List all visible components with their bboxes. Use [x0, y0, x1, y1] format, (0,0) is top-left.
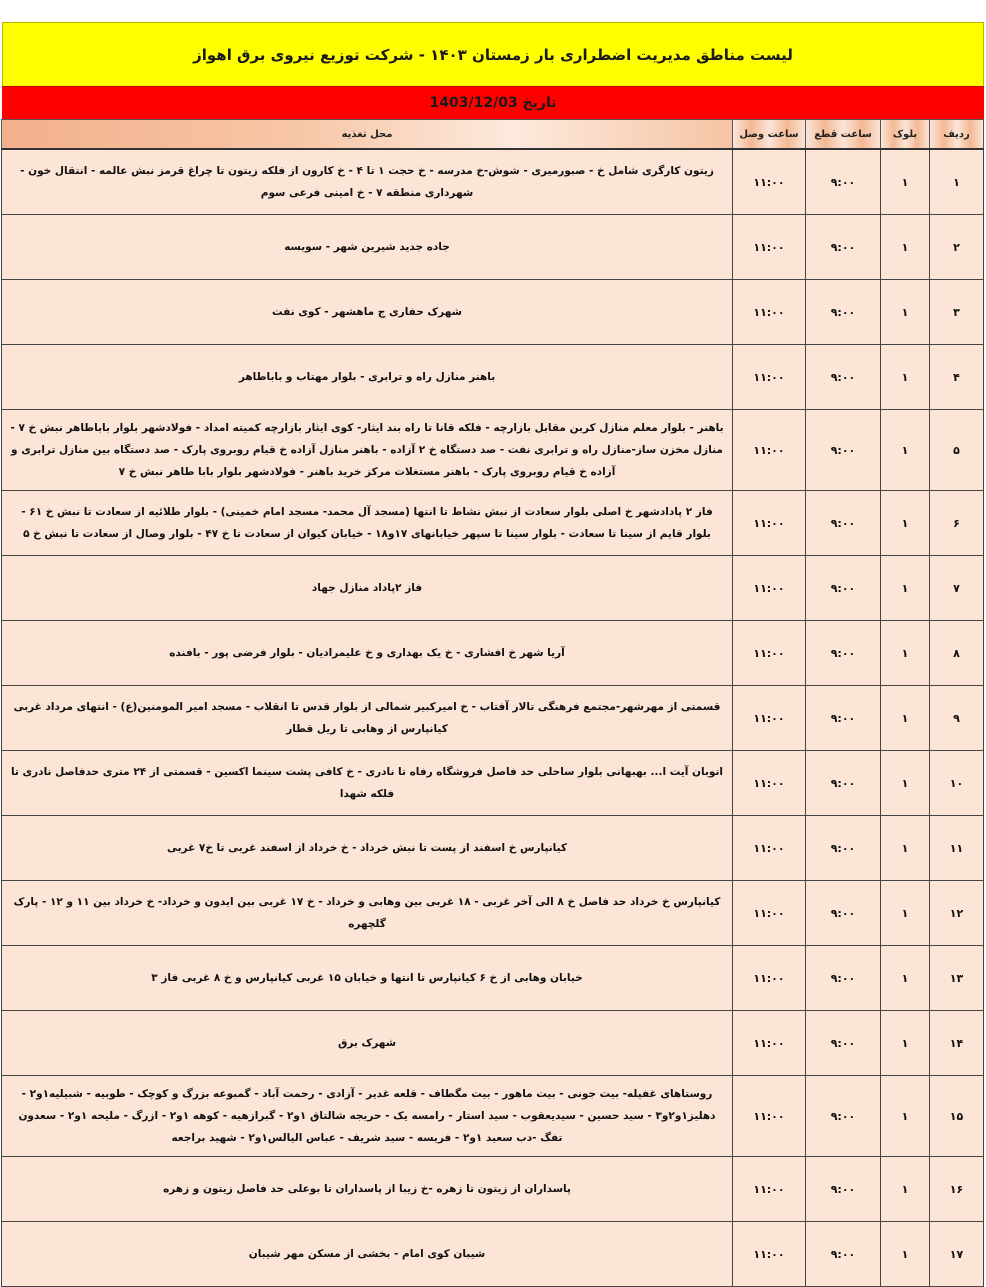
connect-time: ۱۱:۰۰: [733, 881, 806, 946]
row-number: ۸: [930, 621, 984, 686]
table-row: [2, 410, 984, 491]
table-row: [2, 345, 984, 410]
col-header-connect-time: ساعت وصل: [733, 120, 806, 150]
connect-time: ۱۱:۰۰: [733, 556, 806, 621]
connect-time: ۱۱:۰۰: [733, 280, 806, 345]
row-number: ۴: [930, 345, 984, 410]
block-number: ۱: [881, 686, 930, 751]
feed-location: روستاهای غفیله- بیت جونی - بیت ماهور - بیت مگطاف - قلعه غدیر - آزادی - رحمت آباد - گمبوعه بزرگ و کوچک - طوبیه - شبیلیه۱و۲ - دهلیز۱و۲و۳ - سید حسین - سیدیعقوب - سید استار - رامسه یک - حریجه شالتاق ۱و۲ - گبرازهیه - کوهه ۱و۲ - ازرگ - ملیحه ۱و۲ - سعدون تفگ -دب سعید ۱و۲ - فریسه - سید شریف - عباس الیالس۱و۲ - شهید براجعه: [2, 1076, 733, 1157]
block-number: ۱: [881, 491, 930, 556]
outage-schedule-sheet: [2, 22, 984, 1287]
block-number: ۱: [881, 751, 930, 816]
feed-location: شهرک برق: [2, 1011, 733, 1076]
connect-time: ۱۱:۰۰: [733, 149, 806, 215]
row-number: ۱۴: [930, 1011, 984, 1076]
connect-time: ۱۱:۰۰: [733, 1157, 806, 1222]
feed-location: کیانپارس خ خرداد حد فاصل خ ۸ الی آخر غربی - ۱۸ غربی بین وهابی و خرداد - خ ۱۷ غربی بین ایدون و خرداد- خ خرداد بین ۱۱ و ۱۲ - پارک گلچهره: [2, 881, 733, 946]
page-title: لیست مناطق مدیریت اضطراری بار زمستان ۱۴۰۳ - شرکت توزیع نیروی برق اهواز: [193, 45, 793, 64]
row-number: ۱۳: [930, 946, 984, 1011]
feed-location: فاز ۲پاداد منازل جهاد: [2, 556, 733, 621]
row-number: ۶: [930, 491, 984, 556]
connect-time: ۱۱:۰۰: [733, 751, 806, 816]
col-header-block: بلوک: [881, 120, 930, 150]
cut-time: ۹:۰۰: [806, 556, 881, 621]
table-header-row: [2, 120, 984, 150]
cut-time: ۹:۰۰: [806, 280, 881, 345]
feed-location: اتوبان آیت ا... بهبهانی بلوار ساحلی حد فاصل فروشگاه رفاه تا نادری - خ کافی پشت سینما اکسین - قسمتی از ۲۴ متری حدفاصل نادری تا فلکه شهدا: [2, 751, 733, 816]
cut-time: ۹:۰۰: [806, 946, 881, 1011]
row-number: ۲: [930, 215, 984, 280]
table-row: [2, 1157, 984, 1222]
block-number: ۱: [881, 1076, 930, 1157]
cut-time: ۹:۰۰: [806, 686, 881, 751]
feed-location: جاده جدید شیرین شهر - سویسه: [2, 215, 733, 280]
feed-location: باهنر - بلوار معلم منازل کربن مقابل بازارچه - فلکه قانا تا راه بند ایثار- کوی ایثار بازارچه کمیته امداد - فولادشهر بلوار باباطاهر نبش خ ۷ - منازل مخزن ساز-منازل راه و ترابری نفت - صد دستگاه خ ۲ آزاده - باهنر منازل آزاده خ قیام روبروی پارک - صد دستگاه بین منازل ترابری و آزاده خ قیام روبروی پارک - باهنر مستغلات مرکز خرید باهنر - فولادشهر بلوار بابا طاهر نبش خ ۷: [2, 410, 733, 491]
row-number: ۹: [930, 686, 984, 751]
cut-time: ۹:۰۰: [806, 215, 881, 280]
feed-location: شیبان کوی امام - بخشی از مسکن مهر شیبان: [2, 1222, 733, 1287]
title-banner: [2, 22, 984, 86]
feed-location: خیابان وهابی از خ ۶ کیانپارس تا انتها و خیابان ۱۵ غربی کیانپارس و خ ۸ غربی فاز ۳: [2, 946, 733, 1011]
table-row: [2, 946, 984, 1011]
table-row: [2, 816, 984, 881]
feed-location: فاز ۲ پادادشهر خ اصلی بلوار سعادت از نبش نشاط تا انتها (مسجد آل محمد- مسجد امام خمینی) - بلوار طلائیه از سعادت تا نبش خ ۶۱ - بلوار قایم از سینا تا سعادت - بلوار سینا تا سپهر خیابانهای ۱۷و۱۸ - خیابان کیوان از سعادت تا خ ۴۷ - بلوار وصال از سعادت تا نبش خ ۵: [2, 491, 733, 556]
table-row: [2, 215, 984, 280]
connect-time: ۱۱:۰۰: [733, 686, 806, 751]
cut-time: ۹:۰۰: [806, 149, 881, 215]
block-number: ۱: [881, 1222, 930, 1287]
block-number: ۱: [881, 556, 930, 621]
cut-time: ۹:۰۰: [806, 1222, 881, 1287]
connect-time: ۱۱:۰۰: [733, 215, 806, 280]
table-row: [2, 686, 984, 751]
block-number: ۱: [881, 946, 930, 1011]
outage-table: [1, 119, 984, 1287]
block-number: ۱: [881, 1011, 930, 1076]
cut-time: ۹:۰۰: [806, 621, 881, 686]
block-number: ۱: [881, 280, 930, 345]
cut-time: ۹:۰۰: [806, 1076, 881, 1157]
row-number: ۷: [930, 556, 984, 621]
block-number: ۱: [881, 149, 930, 215]
cut-time: ۹:۰۰: [806, 751, 881, 816]
connect-time: ۱۱:۰۰: [733, 621, 806, 686]
cut-time: ۹:۰۰: [806, 1157, 881, 1222]
cut-time: ۹:۰۰: [806, 816, 881, 881]
row-number: ۱۶: [930, 1157, 984, 1222]
block-number: ۱: [881, 215, 930, 280]
row-number: ۱: [930, 149, 984, 215]
row-number: ۱۲: [930, 881, 984, 946]
connect-time: ۱۱:۰۰: [733, 946, 806, 1011]
connect-time: ۱۱:۰۰: [733, 491, 806, 556]
feed-location: باهنر منازل راه و ترابری - بلوار مهتاب و باباطاهر: [2, 345, 733, 410]
block-number: ۱: [881, 621, 930, 686]
feed-location: پاسداران از زیتون تا زهره -خ زیبا از پاسداران تا بوعلی حد فاصل زیتون و زهره: [2, 1157, 733, 1222]
table-row: [2, 149, 984, 215]
block-number: ۱: [881, 1157, 930, 1222]
cut-time: ۹:۰۰: [806, 410, 881, 491]
block-number: ۱: [881, 410, 930, 491]
feed-location: زیتون کارگری شامل خ - صبورمیری - شوش-خ مدرسه - خ حجت ۱ تا ۴ - خ کارون از فلکه زیتون تا چراغ قرمز نبش عالمه - انتقال خون - شهرداری منطقه ۷ - خ امینی فرعی سوم: [2, 149, 733, 215]
col-header-row-no: ردیف: [930, 120, 984, 150]
table-row: [2, 491, 984, 556]
row-number: ۱۱: [930, 816, 984, 881]
date-bar: [2, 86, 984, 119]
block-number: ۱: [881, 816, 930, 881]
row-number: ۳: [930, 280, 984, 345]
connect-time: ۱۱:۰۰: [733, 1076, 806, 1157]
connect-time: ۱۱:۰۰: [733, 345, 806, 410]
table-row: [2, 280, 984, 345]
block-number: ۱: [881, 881, 930, 946]
feed-location: آریا شهر خ افشاری - خ یک بهداری و خ علیمرادیان - بلوار فرضی پور - بافنده: [2, 621, 733, 686]
table-row: [2, 751, 984, 816]
connect-time: ۱۱:۰۰: [733, 1011, 806, 1076]
table-row: [2, 1076, 984, 1157]
row-number: ۱۷: [930, 1222, 984, 1287]
connect-time: ۱۱:۰۰: [733, 410, 806, 491]
row-number: ۱۵: [930, 1076, 984, 1157]
col-header-location: محل تغذیه: [2, 120, 733, 150]
row-number: ۱۰: [930, 751, 984, 816]
feed-location: قسمتی از مهرشهر-مجتمع فرهنگی تالار آفتاب - خ امیرکبیر شمالی از بلوار قدس تا انقلاب - مسجد امیر المومنین(ع) - انتهای مرداد غربی کیانپارس از وهابی تا ریل قطار: [2, 686, 733, 751]
row-number: ۵: [930, 410, 984, 491]
table-row: [2, 621, 984, 686]
table-row: [2, 881, 984, 946]
feed-location: کیانپارس خ اسفند از پست تا نبش خرداد - خ خرداد از اسفند غربی تا خ۷ غربی: [2, 816, 733, 881]
cut-time: ۹:۰۰: [806, 1011, 881, 1076]
date-label: تاریخ 1403/12/03: [429, 95, 557, 111]
connect-time: ۱۱:۰۰: [733, 1222, 806, 1287]
cut-time: ۹:۰۰: [806, 345, 881, 410]
table-row: [2, 556, 984, 621]
cut-time: ۹:۰۰: [806, 881, 881, 946]
col-header-cut-time: ساعت قطع: [806, 120, 881, 150]
connect-time: ۱۱:۰۰: [733, 816, 806, 881]
feed-location: شهرک حفاری ج ماهشهر - کوی نفت: [2, 280, 733, 345]
cut-time: ۹:۰۰: [806, 491, 881, 556]
table-row: [2, 1011, 984, 1076]
table-row: [2, 1222, 984, 1287]
block-number: ۱: [881, 345, 930, 410]
